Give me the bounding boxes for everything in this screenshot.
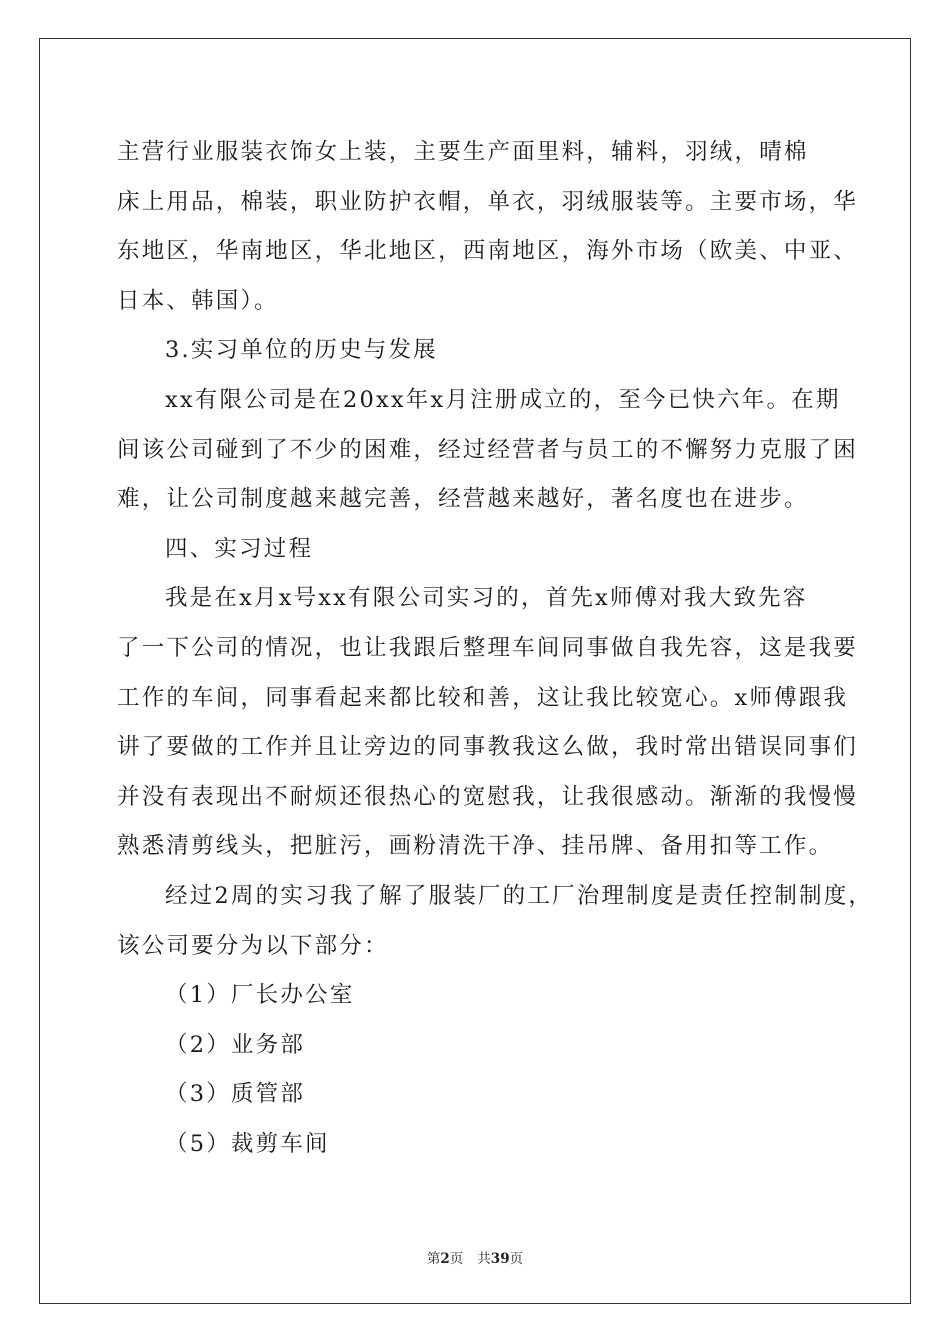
list-item: （3）质管部 bbox=[165, 1081, 306, 1108]
list-item: （2）业务部 bbox=[165, 1031, 306, 1058]
text-line: 该公司要分为以下部分： bbox=[117, 932, 389, 959]
text-line: 工作的车间，同事看起来都比较和善，这让我比较宽心。x师傅跟我 bbox=[117, 684, 849, 711]
text-line: 经过2周的实习我了解了服装厂的工厂治理制度是责任控制制度， bbox=[165, 882, 874, 909]
text-line: 间该公司碰到了不少的困难，经过经营者与员工的不懈努力克服了困 bbox=[117, 436, 859, 463]
section-heading: 3.实习单位的历史与发展 bbox=[165, 337, 438, 364]
page-number: 2 bbox=[440, 1251, 450, 1267]
text-line: 日本、韩国）。 bbox=[117, 287, 279, 314]
document-body bbox=[117, 128, 874, 1169]
page-prefix: 第 bbox=[426, 1251, 441, 1267]
section-heading: 四、实习过程 bbox=[165, 535, 314, 562]
page-suffix: 页 bbox=[449, 1251, 464, 1267]
text-line: 床上用品，棉装，职业防护衣帽，单衣，羽绒服装等。主要市场，华 bbox=[117, 188, 859, 215]
text-line: 东地区，华南地区，华北地区，西南地区，海外市场（欧美、中亚、 bbox=[117, 238, 859, 265]
text-line: 并没有表现出不耐烦还很热心的宽慰我，让我很感动。渐渐的我慢慢 bbox=[117, 783, 859, 810]
text-line: xx有限公司是在20xx年x月注册成立的，至今已快六年。在期 bbox=[165, 386, 841, 413]
page-footer bbox=[0, 1247, 950, 1267]
total-prefix: 共 bbox=[477, 1251, 491, 1267]
list-item: （1）厂长办公室 bbox=[165, 982, 355, 1009]
text-line: 熟悉清剪线头，把脏污，画粉清洗干净、挂吊牌、备用扣等工作。 bbox=[117, 833, 834, 860]
text-line: 主营行业服装衣饰女上装，主要生产面里料，辅料，羽绒，晴棉 bbox=[117, 139, 809, 165]
list-item: （5）裁剪车间 bbox=[165, 1130, 330, 1157]
total-suffix: 页 bbox=[509, 1251, 524, 1267]
total-pages: 39 bbox=[490, 1251, 510, 1267]
text-line: 我是在x月x号xx有限公司实习的，首先x师傅对我大致先容 bbox=[165, 585, 808, 612]
text-line: 讲了要做的工作并且让旁边的同事教我这么做，我时常出错误同事们 bbox=[117, 734, 859, 761]
text-line: 难，让公司制度越来越完善，经营越来越好，著名度也在进步。 bbox=[117, 486, 809, 513]
text-line: 了一下公司的情况，也让我跟后整理车间同事做自我先容，这是我要 bbox=[117, 634, 859, 661]
